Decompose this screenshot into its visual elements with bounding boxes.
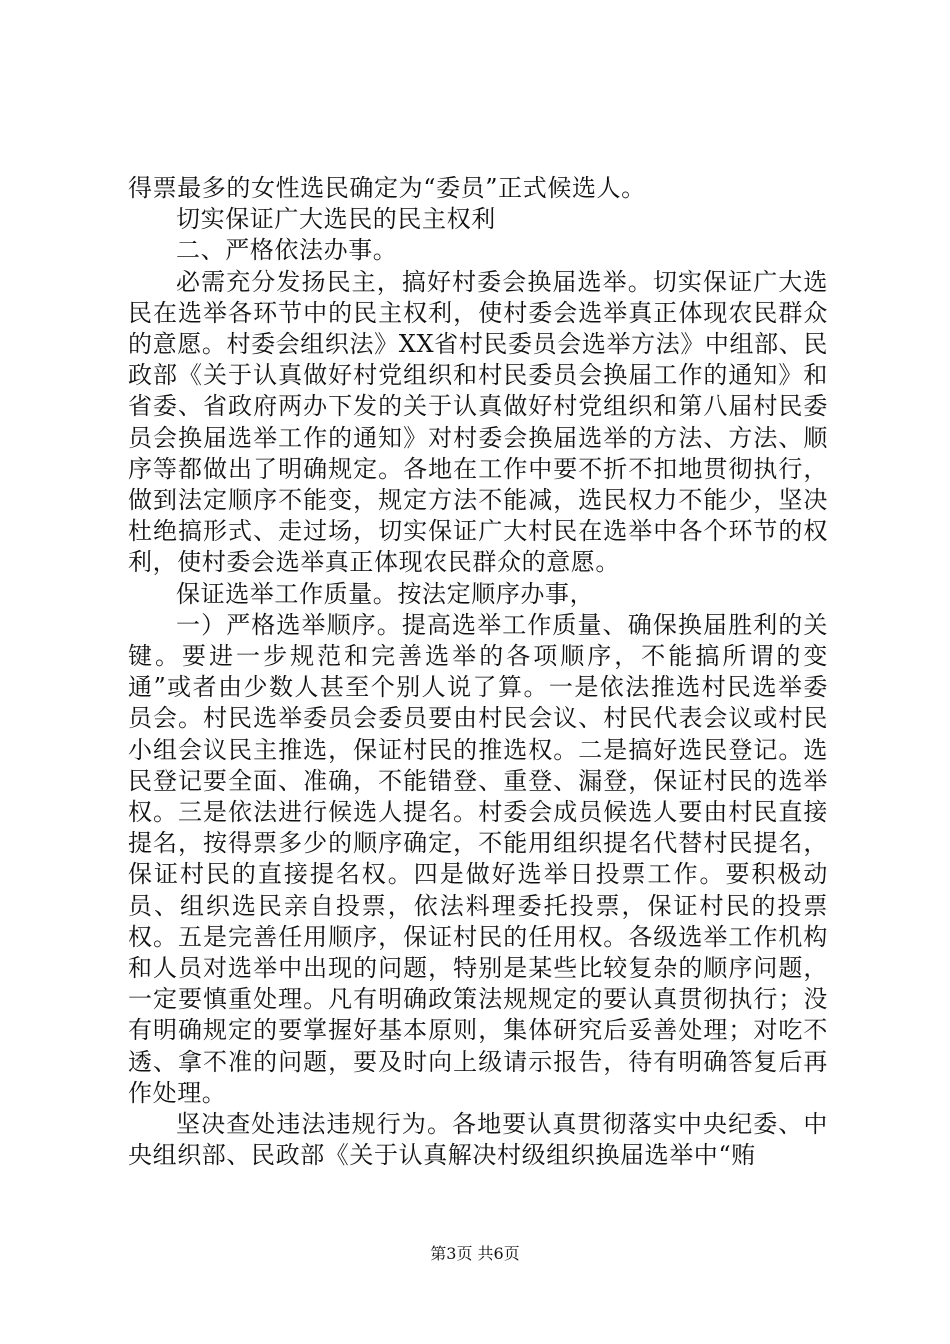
paragraph-5: 保证选举工作质量。按法定顺序办事，: [176, 579, 595, 608]
paragraph-3: 二、严格依法办事。: [176, 236, 398, 265]
paragraph-2: 切实保证广大选民的民主权利: [176, 205, 496, 234]
document-body: [128, 173, 828, 1172]
paragraph-7: 坚决查处违法违规行为。各地要认真贯彻落实中央纪委、中央组织部、民政部《关于认真解决村级组织换届选举中“贿: [128, 1110, 828, 1170]
page-number-footer: 第3页 共6页: [430, 1244, 520, 1263]
paragraph-1: 得票最多的女性选民确定为“委员”正式候选人。: [128, 174, 646, 202]
paragraph-6: 一）严格选举顺序。提高选举工作质量、确保换届胜利的关键。要进一步规范和完善选举的各项顺序，不能搞所谓的变通”或者由少数人甚至个别人说了算。一是依法推选村民选举委员会。村民选举委员会委员要由村民会议、村民代表会议或村民小组会议民主推选，保证村民的推选权。二是搞好选民登记。选民登记要全面、准确，不能错登、重登、漏登，保证村民的选举权。三是依法进行候选人提名。村委会成员候选人要由村民直接提名，按得票多少的顺序确定，不能用组织提名代替村民提名，保证村民的直接提名权。四是做好选举日投票工作。要积极动员、组织选民亲自投票，依法料理委托投票，保证村民的投票权。五是完善任用顺序，保证村民的任用权。各级选举工作机构和人员对选举中出现的问题，特别是某些比较复杂的顺序问题，一定要慎重处理。凡有明确政策法规规定的要认真贯彻执行；没有明确规定的要掌握好基本原则，集体研究后妥善处理；对吃不透、拿不准的问题，要及时向上级请示报告，待有明确答复后再作处理。: [128, 610, 828, 1107]
paragraph-4: 必需充分发扬民主，搞好村委会换届选举。切实保证广大选民在选举各环节中的民主权利，使村委会选举真正体现农民群众的意愿。村委会组织法》XX省村民委员会选举方法》中组部、民政部《关于认真做好村党组织和村民委员会换届工作的通知》和省委、省政府两办下发的关于认真做好村党组织和第八届村民委员会换届选举工作的通知》对村委会换届选举的方法、方法、顺序等都做出了明确规定。各地在工作中要不折不扣地贯彻执行，做到法定顺序不能变，规定方法不能减，选民权力不能少，坚决杜绝搞形式、走过场，切实保证广大村民在选举中各个环节的权利，使村委会选举真正体现农民群众的意愿。: [128, 267, 828, 577]
